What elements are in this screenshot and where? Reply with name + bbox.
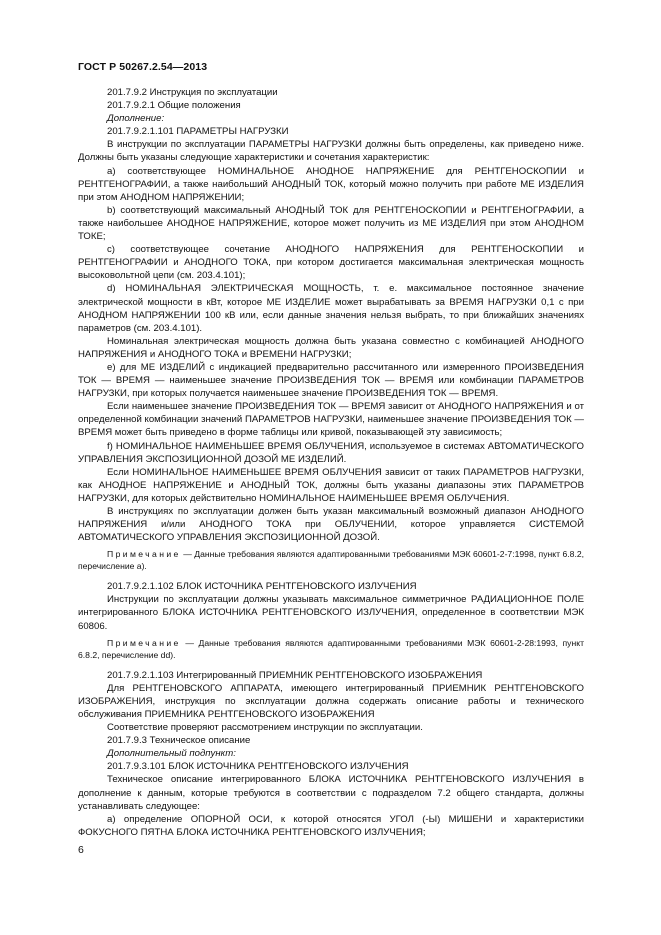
- page-number: 6: [78, 844, 84, 856]
- body-paragraph: В инструкциях по эксплуатации должен быть указан максимальный возможный диапазон АНОДНОГО НАПРЯЖЕНИЯ и/или АНОДНОГО ТОКА при ОБЛУЧЕНИИ, которое управляется СИСТЕМОЙ АВТОМАТИЧЕСКОГО УПРАВЛЕНИЯ ЭКСПОЗИЦИОННОЙ ДОЗОЙ.: [78, 506, 584, 544]
- subsection-heading: 201.7.9.3 Техническое описание: [107, 735, 251, 747]
- addition-label: Дополнение:: [107, 113, 165, 125]
- body-paragraph: Инструкции по эксплуатации должны указывать максимальное симметричное РАДИАЦИОННОЕ ПОЛЕ интегрированного БЛОКА ИСТОЧНИКА РЕНТГЕНОВСКОГО ИЗЛУЧЕНИЯ, определенное в соответствии МЭК 60806.: [78, 594, 584, 632]
- list-item: d) НОМИНАЛЬНАЯ ЭЛЕКТРИЧЕСКАЯ МОЩНОСТЬ, т. е. максимальное постоянное значение электрической мощности в кВт, которое МЕ ИЗДЕЛИЕ может вырабатывать за ВРЕМЯ НАГРУЗКИ 0,1 с при АНОДНОМ НАПРЯЖЕНИИ 100 кВ или, если данные значения нельзя выбрать, то при ближайших значениях параметров (см. 203.4.101).: [78, 283, 584, 334]
- subsection-heading: 201.7.9.2.1 Общие положения: [107, 100, 241, 112]
- note-label: Примечание: [107, 637, 181, 648]
- list-item: b) соответствующий максимальный АНОДНЫЙ ТОК для РЕНТГЕНОСКОПИИ и РЕНТГЕНОГРАФИИ, а также наибольшее АНОДНОЕ НАПРЯЖЕНИЕ, которое может получить из МЕ ИЗДЕЛИЯ при этом АНОДНОМ ТОКЕ;: [78, 204, 584, 243]
- document-body: [78, 86, 584, 839]
- clause-heading: 201.7.9.2.1.101 ПАРАМЕТРЫ НАГРУЗКИ: [107, 126, 289, 138]
- list-item: c) соответствующее сочетание АНОДНОГО НАПРЯЖЕНИЯ для РЕНТГЕНОСКОПИИ и РЕНТГЕНОГРАФИИ и АНОДНОГО ТОКА, при котором достигается максимальная электрическая мощность высоковольтной цепи (см. 203.4.101);: [78, 244, 584, 282]
- body-paragraph: Номинальная электрическая мощность должна быть указана совместно с комбинацией АНОДНОГО НАПРЯЖЕНИЯ и АНОДНОГО ТОКА и ВРЕМЕНИ НАГРУЗКИ;: [78, 335, 584, 360]
- additional-subclause-label: Дополнительный подпункт:: [107, 748, 236, 760]
- body-paragraph: Техническое описание интегрированного БЛОКА ИСТОЧНИКА РЕНТГЕНОВСКОГО ИЗЛУЧЕНИЯ в дополнение к данным, которые требуются в соответствии с подразделом 7.2 общего стандарта, должны устанавливать следующее:: [78, 774, 584, 812]
- section-heading: 201.7.9.2 Инструкция по эксплуатации: [107, 87, 278, 98]
- compliance-statement: Соответствие проверяют рассмотрением инструкции по эксплуатации.: [107, 722, 423, 734]
- clause-heading: 201.7.9.2.1.102 БЛОК ИСТОЧНИКА РЕНТГЕНОВСКОГО ИЗЛУЧЕНИЯ: [107, 581, 417, 593]
- note-label: Примечание: [107, 549, 181, 560]
- body-paragraph: Если НОМИНАЛЬНОЕ НАИМЕНЬШЕЕ ВРЕМЯ ОБЛУЧЕНИЯ зависит от таких ПАРАМЕТРОВ НАГРУЗКИ, как АНОДНОЕ НАПРЯЖЕНИЕ и АНОДНЫЙ ТОК, должны быть указаны диапазоны этих ПАРАМЕТРОВ НАГРУЗКИ, для которых действительно НОМИНАЛЬНОЕ НАИМЕНЬШЕЕ ВРЕМЯ ОБЛУЧЕНИЯ.: [78, 466, 584, 504]
- list-item: а) соответствующее НОМИНАЛЬНОЕ АНОДНОЕ НАПРЯЖЕНИЕ для РЕНТГЕНОСКОПИИ и РЕНТГЕНОГРАФИИ, а также наибольший АНОДНЫЙ ТОК, который можно получить при работе МЕ ИЗДЕЛИЯ при этом АНОДНОМ НАПРЯЖЕНИИ;: [78, 165, 584, 203]
- list-item: е) для МЕ ИЗДЕЛИЙ с индикацией предварительно рассчитанного или измеренного ПРОИЗВЕДЕНИЯ ТОК — ВРЕМЯ — наименьшее значение ПРОИЗВЕДЕНИЯ ТОК — ВРЕМЯ или комбинации ПАРАМЕТРОВ НАГРУЗКИ, при которых получается наименьшее значение ПРОИЗВЕДЕНИЯ ТОК — ВРЕМЯ.: [78, 361, 584, 400]
- body-paragraph: Для РЕНТГЕНОВСКОГО АППАРАТА, имеющего интегрированный ПРИЕМНИК РЕНТГЕНОВСКОГО ИЗОБРАЖЕНИЯ, инструкция по эксплуатации должна содержать описание работы и технического обслуживания ПРИЕМНИКА РЕНТГЕНОВСКОГО ИЗОБРАЖЕНИЯ: [78, 682, 584, 720]
- list-item: а) определение ОПОРНОЙ ОСИ, к которой относятся УГОЛ (-Ы) МИШЕНИ и характеристики ФОКУСНОГО ПЯТНА БЛОКА ИСТОЧНИКА РЕНТГЕНОВСКОГО ИЗЛУЧЕНИЯ;: [78, 813, 584, 838]
- note: [78, 548, 584, 572]
- list-item: f) НОМИНАЛЬНОЕ НАИМЕНЬШЕЕ ВРЕМЯ ОБЛУЧЕНИЯ, используемое в системах АВТОМАТИЧЕСКОГО УПРАВЛЕНИЯ ЭКСПОЗИЦИОННОЙ ДОЗОЙ МЕ ИЗДЕЛИЙ.: [78, 440, 584, 465]
- document-code-header: ГОСТ Р 50267.2.54—2013: [78, 61, 208, 73]
- note-text: — Данные требования являются адаптированными требованиями МЭК 60601-2-28:1993, пункт 6.8.2, перечисление dd).: [78, 637, 584, 660]
- body-paragraph: В инструкции по эксплуатации ПАРАМЕТРЫ НАГРУЗКИ должны быть определены, как приведено ниже. Должны быть указаны следующие характеристики и сочетания характеристик:: [78, 139, 584, 164]
- note-text: — Данные требования являются адаптированными требованиями МЭК 60601-2-7:1998, пункт 6.8.2, перечисление а).: [78, 549, 584, 572]
- clause-heading: 201.7.9.3.101 БЛОК ИСТОЧНИКА РЕНТГЕНОВСКОГО ИЗЛУЧЕНИЯ: [107, 761, 409, 773]
- note: [78, 637, 584, 661]
- clause-heading: 201.7.9.2.1.103 Интегрированный ПРИЕМНИК РЕНТГЕНОВСКОГО ИЗОБРАЖЕНИЯ: [107, 669, 483, 681]
- body-paragraph: Если наименьшее значение ПРОИЗВЕДЕНИЯ ТОК — ВРЕМЯ зависит от АНОДНОГО НАПРЯЖЕНИЯ и от определенной комбинации значений ПАРАМЕТРОВ НАГРУЗКИ, наименьшее значение ПРОИЗВЕДЕНИЯ ТОК — ВРЕМЯ может быть приведено в форме таблицы или кривой, показывающей эту зависимость;: [78, 401, 584, 439]
